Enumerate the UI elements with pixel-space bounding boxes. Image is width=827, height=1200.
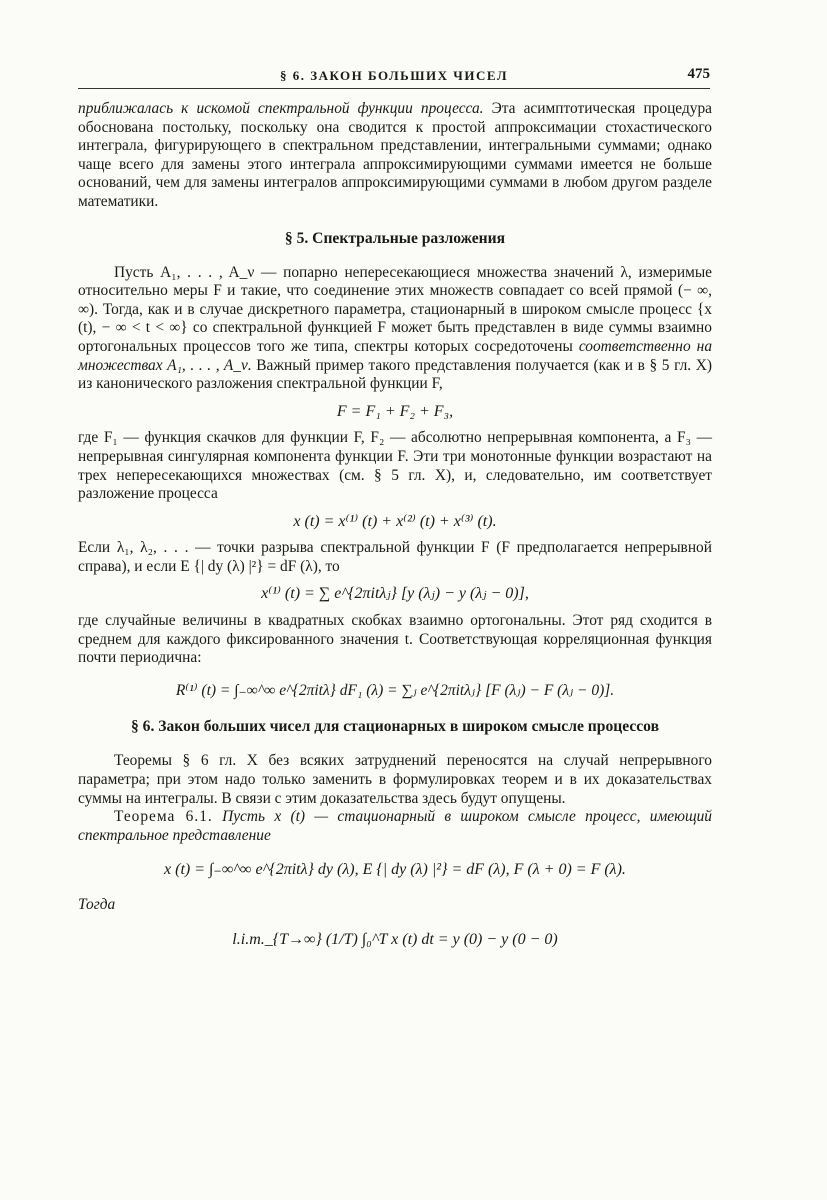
paragraph-5-1 (78, 264, 712, 394)
para-5-1-emphasis: соответственно на множествах A₁, . . . , A_ν. (78, 337, 713, 374)
para-5-1-a: Пусть A₁, . . . , A_ν — попарно непересекающиеся множества значений λ, измеримые относительно меры F и такие, что соединение этих множеств совпадает со всей прямой (− ∞, ∞). Тогда, как и в случае дискретного параметра, стационарный в широком смысле процесс {x (t), − ∞ < t < ∞} со спектральной функцией F может быть представлен в виде суммы взаимно ортогональных процессов того же типа, спектры которых сосредоточены (78, 263, 712, 355)
theorem-statement: Пусть x (t) — стационарный в широком смысле процесс, имеющий спектральное представление (78, 808, 712, 844)
page-body (78, 100, 712, 965)
formula-correlation: R⁽¹⁾ (t) = ∫₋∞^∞ e^{2πitλ} dF₁ (λ) = ∑ⱼ e^{2πitλⱼ} [F (λⱼ) − F (λⱼ − 0)]. (175, 681, 615, 699)
paragraph-6-1: Теоремы § 6 гл. X без всяких затруднений переносятся на случай непрерывного параметра; при этом надо только заменить в формулировках теорем и в их доказательствах суммы на интегралы. В связи с этим доказательства здесь будут опущены. (78, 752, 712, 807)
section-6-heading: § 6. Закон больших чисел для стационарных в широком смысле процессов (130, 718, 660, 736)
paragraph-5-4: где случайные величины в квадратных скобках взаимно ортогональны. Этот ряд сходится в среднем для каждого фиксированного значения t. Соответствующая корреляционная функция почти периодична: (78, 612, 712, 667)
paragraph-intro (78, 100, 712, 212)
theorem-6-1 (78, 808, 712, 845)
formula-jump-series: x⁽¹⁾ (t) = ∑ e^{2πitλⱼ} [y (λⱼ) − y (λⱼ − 0)], (261, 585, 529, 603)
paragraph-5-2: где F₁ — функция скачков для функции F, F₂ — абсолютно непрерывная компонента, а F₃ — непрерывная сингулярная компонента функции F. Эти три монотонные функции возрастают на трех непересекающихся множествах (см. § 5 гл. X), и, следовательно, им соответствует разложение процесса (78, 429, 712, 503)
formula-decomposition: F = F₁ + F₂ + F₃, (336, 402, 454, 420)
intro-emphasis: приближалась к искомой спектральной функции процесса. (78, 100, 484, 117)
running-head (78, 66, 710, 89)
paragraph-5-3: Если λ₁, λ₂, . . . — точки разрыва спектральной функции F (F предполагается непрерывной справа), и если E {| dy (λ) |²} = dF (λ), то (78, 539, 712, 575)
section-5-heading: § 5. Спектральные разложения (284, 229, 506, 247)
formula-limit: l.i.m._{T→∞} (1/T) ∫₀^T x (t) dt = y (0) − y (0 − 0) (232, 930, 558, 948)
running-head-title: § 6. ЗАКОН БОЛЬШИХ ЧИСЕЛ (279, 68, 509, 83)
intro-rest: Эта асимптотическая процедура обоснована постольку, поскольку она сводится к простой аппроксимации стохастического интеграла, фигурирующего в спектральном представлении, интегральными суммами; однако чаще всего для замены этого интеграла аппроксимирующими суммами имеется не больше оснований, чем для замены интегралов аппроксимирующими суммами в любом другом разделе математики. (78, 100, 712, 210)
then-word: Тогда (78, 896, 116, 913)
formula-process-sum: x (t) = x⁽¹⁾ (t) + x⁽²⁾ (t) + x⁽³⁾ (t). (293, 512, 497, 530)
page-number: 475 (687, 66, 710, 82)
formula-spectral-representation: x (t) = ∫₋∞^∞ e^{2πitλ} dy (λ), E {| dy (λ) |²} = dF (λ), F (λ + 0) = F (λ). (164, 861, 626, 879)
theorem-label: Теорема 6.1. (114, 808, 213, 826)
para-5-1-c: Важный пример такого представления получается (как и в § 5 гл. X) из канонического разложения спектральной функции F, (78, 356, 712, 393)
